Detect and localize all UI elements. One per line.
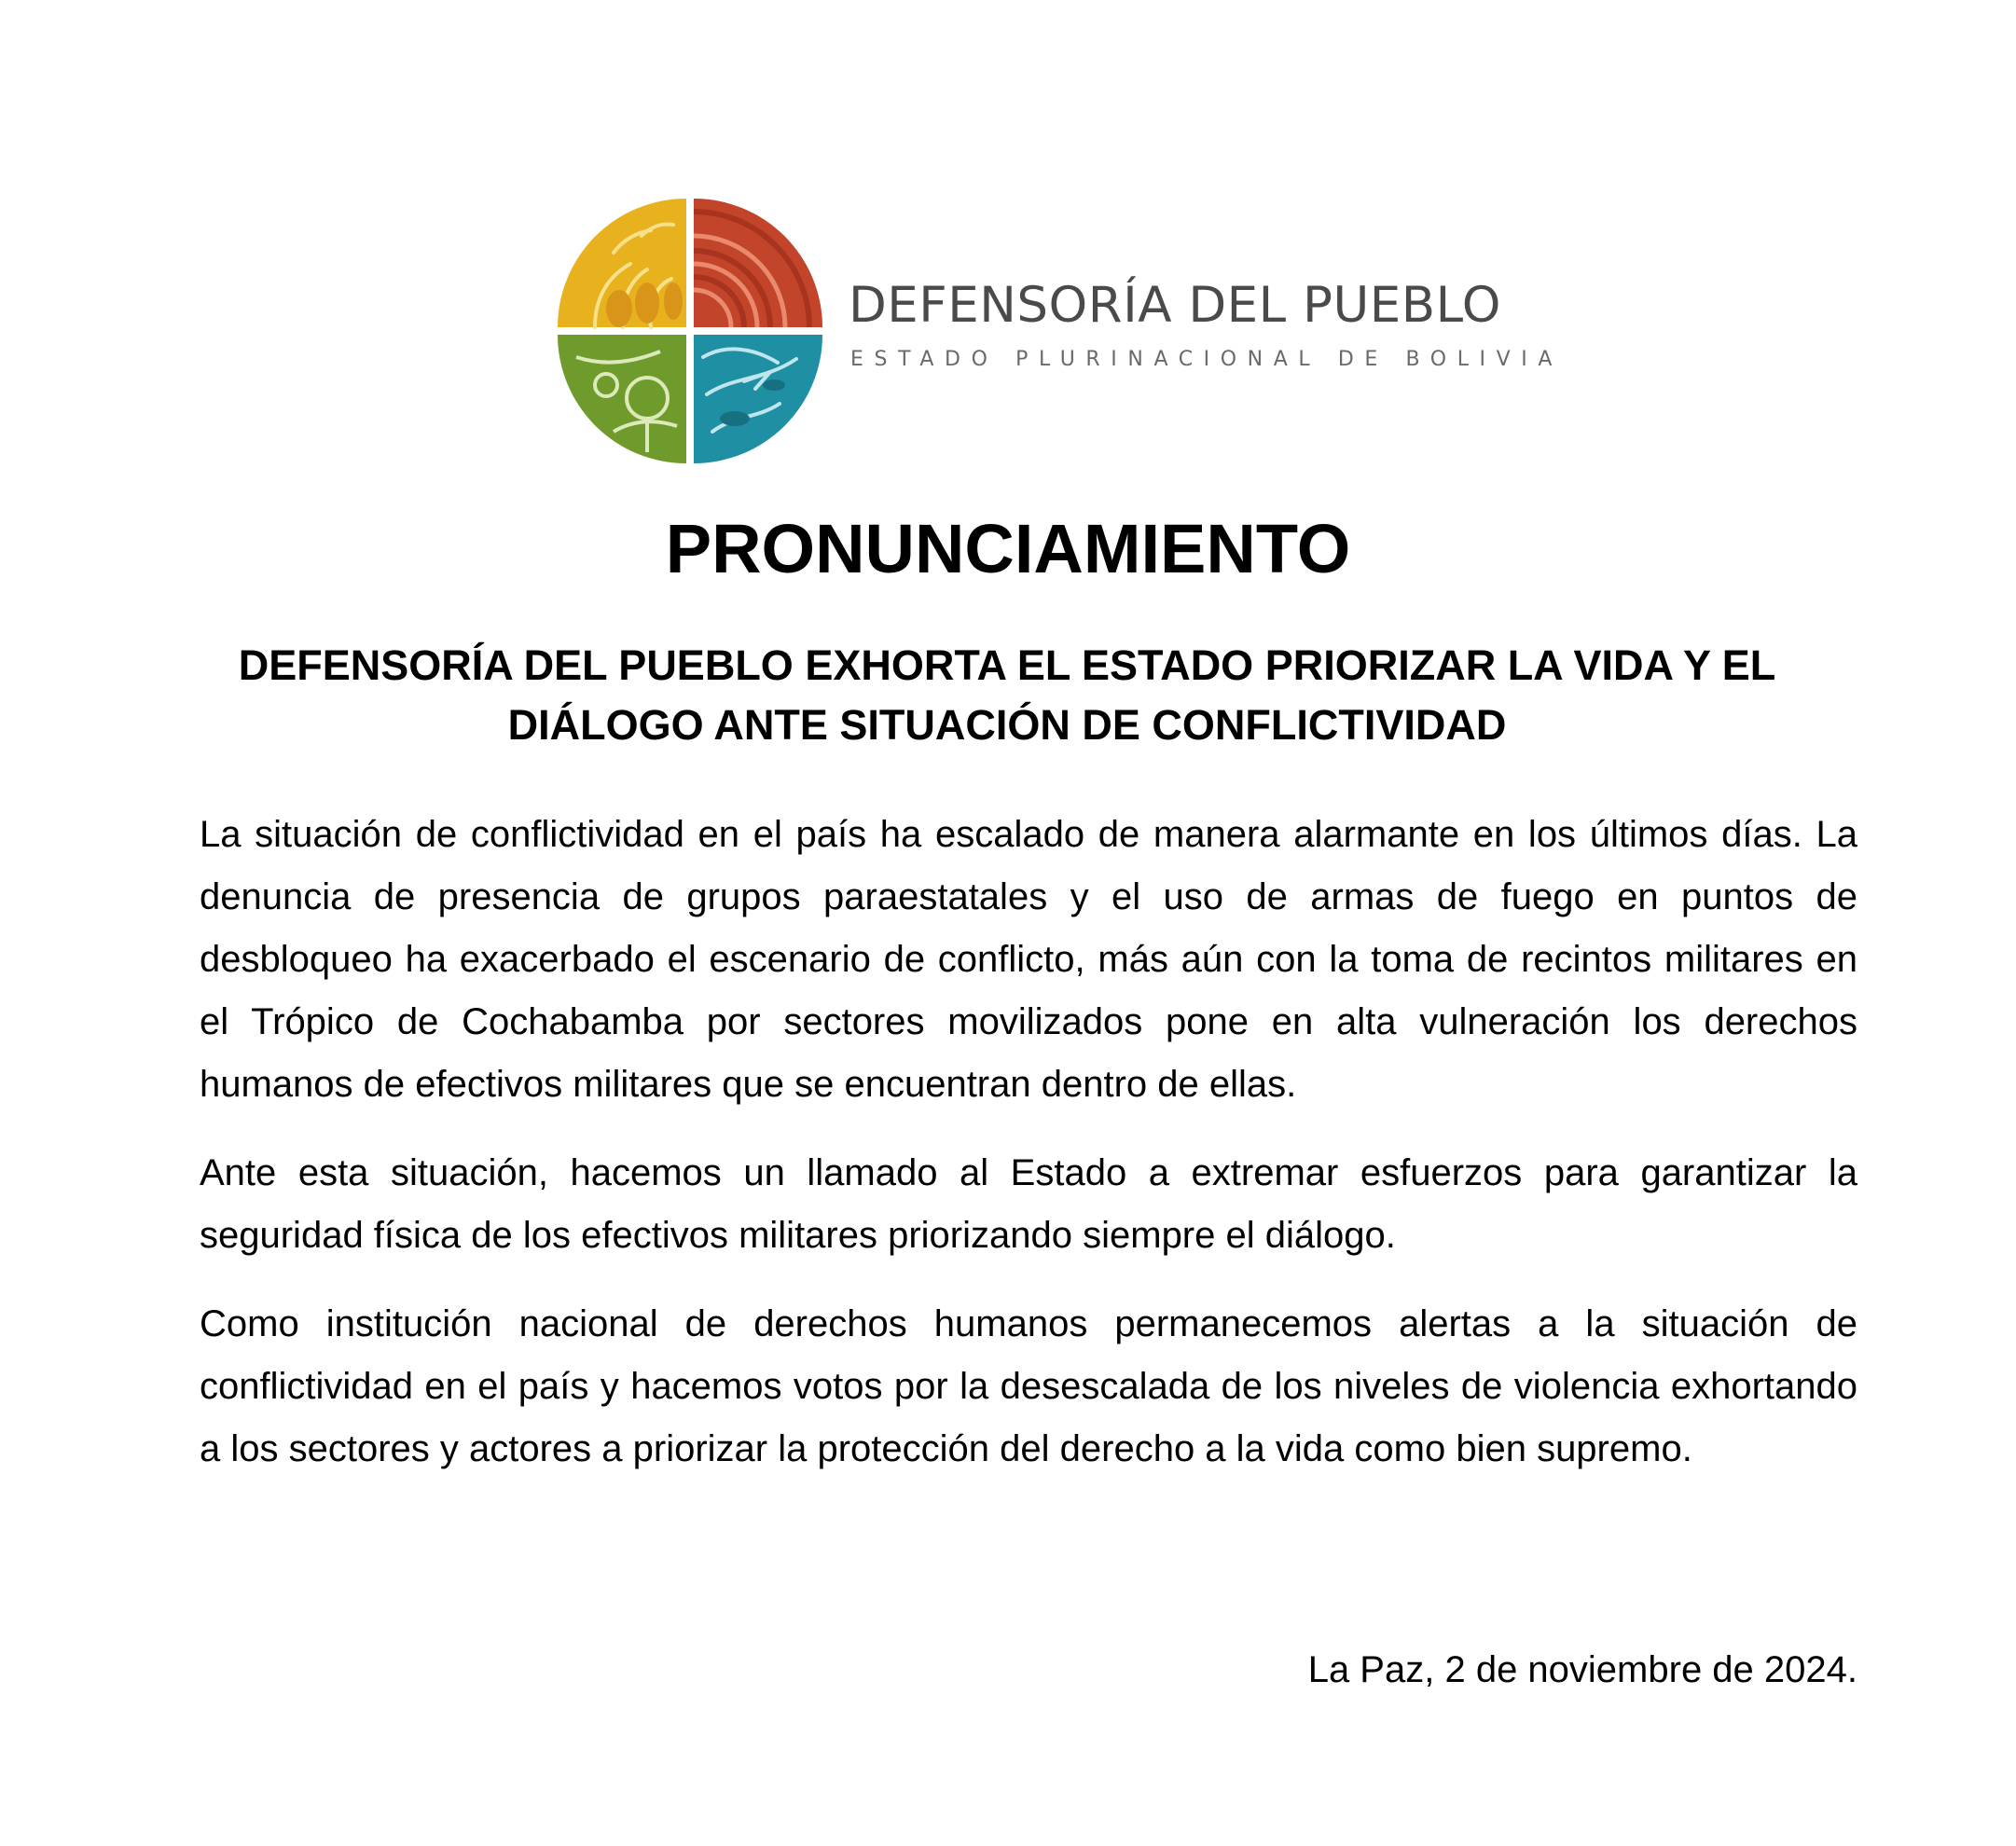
page-title: PRONUNCIAMIENTO [665, 510, 1351, 587]
institution-logo [558, 199, 1564, 469]
logo-institution-name: DEFENSORÍA DEL PUEBLO [849, 277, 1501, 334]
document-body [200, 804, 1857, 1507]
emblem-icon [558, 199, 822, 465]
body-paragraph-1: La situación de conflictividad en el país ha escalado de manera alarmante en los últimos días. La denuncia de presencia de grupos paraestatales y el uso de armas de fuego en puntos de desbloqueo ha exacerbado el escenario de conflicto, más aún con la toma de recintos militares en el Trópico de Cochabamba por sectores movilizados pone en alta vulneración los derechos humanos de efectivos militares que se encuentran dentro de ellas. [200, 814, 1857, 1105]
document-headline: DEFENSORÍA DEL PUEBLO EXHORTA EL ESTADO PRIORIZAR LA VIDA Y EL DIÁLOGO ANTE SITUACIÓN DE CONFLICTIVIDAD [238, 641, 1776, 749]
body-paragraph-3: Como institución nacional de derechos humanos permanecemos alertas a la situación de conflictividad en el país y hacemos votos por la desescalada de los niveles de violencia exhortando a los sectores y actores a priorizar la protección del derecho a la vida como bien supremo. [200, 1303, 1857, 1469]
place-and-date: La Paz, 2 de noviembre de 2024. [1307, 1649, 1857, 1690]
body-paragraph-2: Ante esta situación, hacemos un llamado al Estado a extremar esfuerzos para garantizar la seguridad física de los efectivos militares priorizando siempre el diálogo. [200, 1152, 1857, 1256]
logo-tagline: ESTADO PLURINACIONAL DE BOLIVIA [850, 348, 1564, 371]
